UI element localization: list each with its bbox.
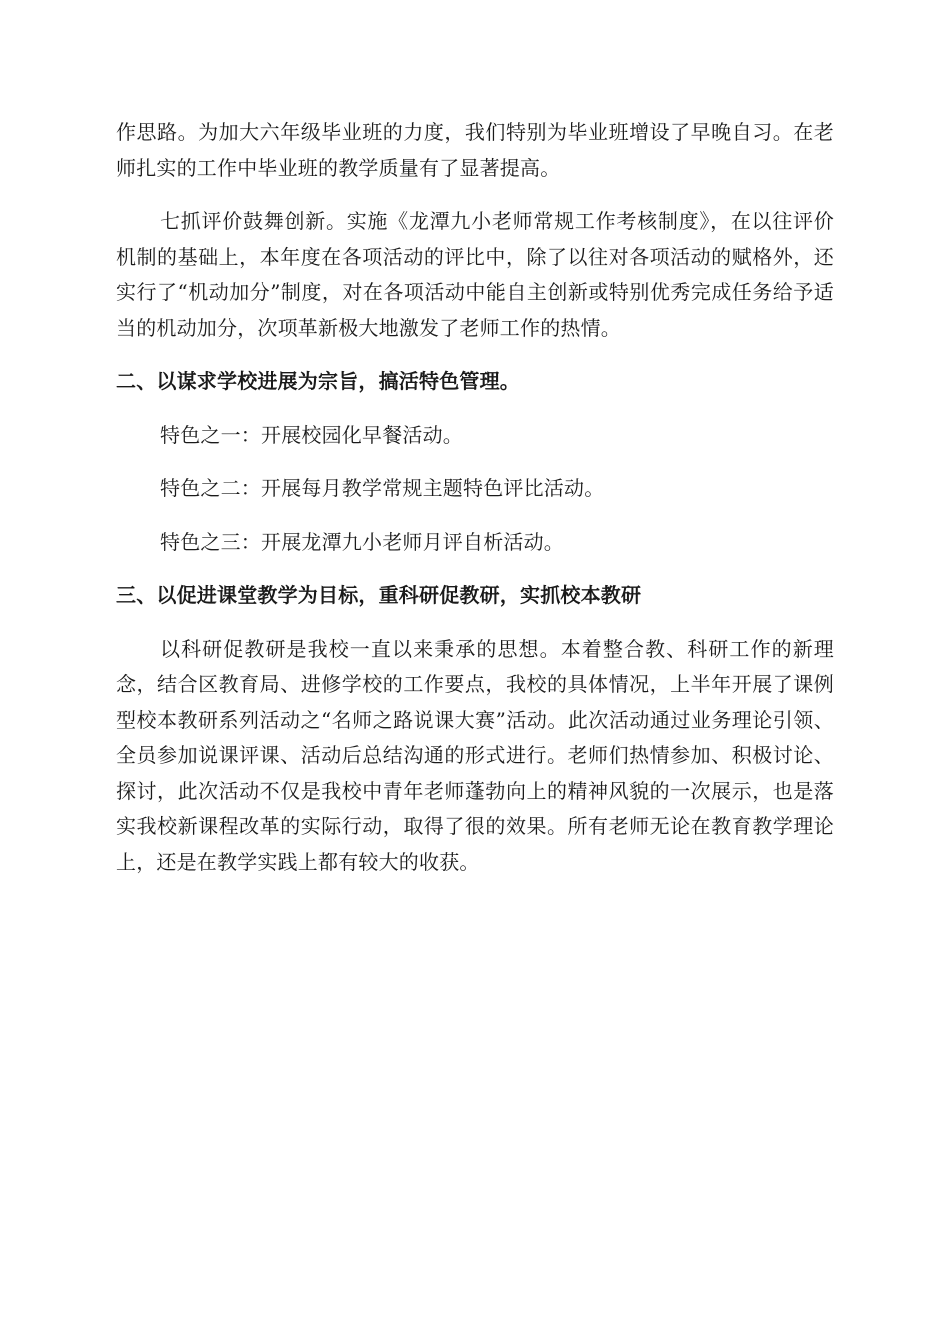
section-heading-3: 三、以促进课堂教学为目标，重科研促教研，实抓校本教研 — [116, 583, 642, 607]
feature-item-2: 特色之二：开展每月教学常规主题特色评比活动。 — [160, 476, 605, 500]
section-heading-2: 二、以谋求学校进展为宗旨，搞活特色管理。 — [116, 369, 520, 393]
feature-item-3: 特色之三：开展龙潭九小老师月评自析活动。 — [160, 529, 564, 554]
paragraph-continuation: 作思路。为加大六年级毕业班的力度，我们特别为毕业班增设了早晚自习。在老师扎实的工作中毕业班的教学质量有了显著提高。 — [116, 120, 834, 180]
paragraph-evaluation: 七抓评价鼓舞创新。实施《龙潭九小老师常规工作考核制度》，在以往评价机制的基础上，本年度在各项活动的评比中，除了以往对各项活动的赋格外，还实行了“机动加分”制度，对在各项活动中能自主创新或特别优秀完成任务给予适当的机动加分，次项革新极大地激发了老师工作的热情。 — [116, 209, 834, 340]
feature-item-1: 特色之一：开展校园化早餐活动。 — [160, 422, 463, 447]
paragraph-research: 以科研促教研是我校一直以来秉承的思想。本着整合教、科研工作的新理念，结合区教育局、进修学校的工作要点，我校的具体情况，上半年开展了课例型校本教研系列活动之“名师之路说课大赛”活动。此次活动通过业务理论引领、全员参加说课评课、活动后总结沟通的形式进行。老师们热情参加、积极讨论、探讨，此次活动不仅是我校中青年老师蓬勃向上的精神风貌的一次展示，也是落实我校新课程改革的实际行动，取得了很的效果。所有老师无论在教育教学理论上，还是在教学实践上都有较大的收获。 — [116, 636, 834, 874]
document-page — [116, 115, 834, 898]
